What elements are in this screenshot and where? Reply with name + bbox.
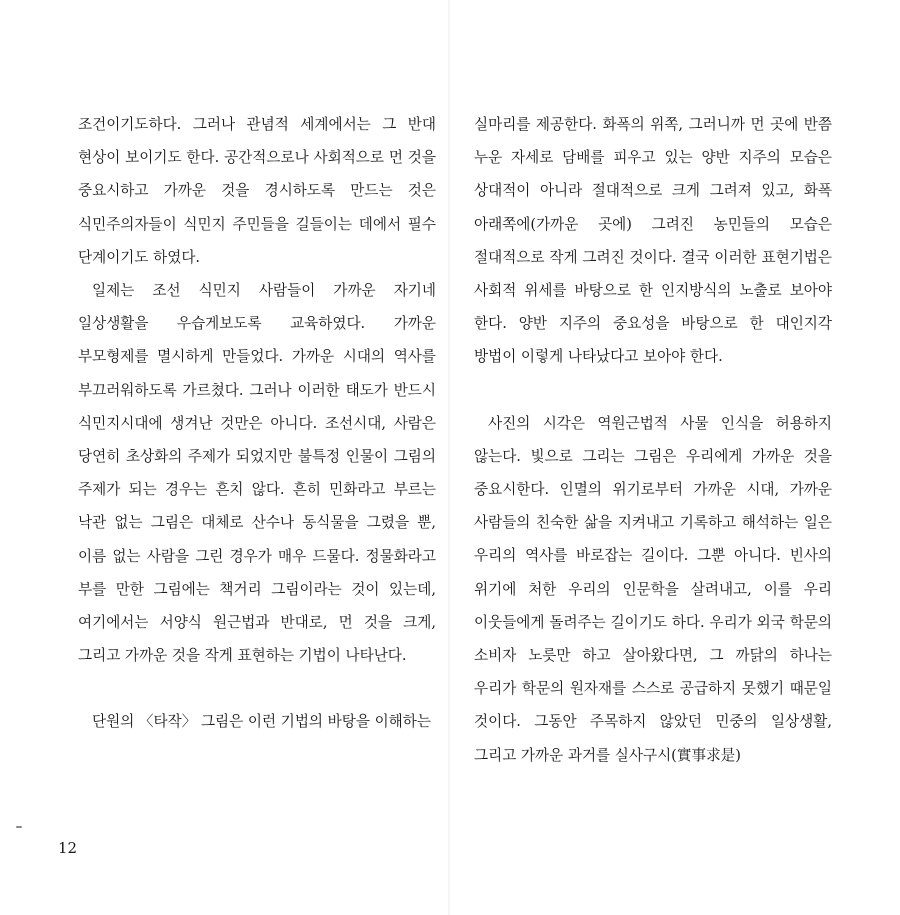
left-paragraph-3: 단원의 〈타작〉 그림은 이런 기법의 바탕을 이해하는 [92,713,431,731]
right-paragraph-1: 실마리를 제공한다. 화폭의 위쪽, 그러니까 먼 곳에 반쯤 누운 자세로 담배를 피우고 있는 양반 지주의 모습은 상대적이 아니라 절대적으로 크게 그려져 있고, 화폭 아래쪽에(가까운 곳에) 그려진 농민들의 모습은 절대적으로 작게 그려진 것이다. 결국 이러한 표현기법은 사회적 위세를 바탕으로 한 인지방식의 노출로 보아야 한다. 양반 지주의 중요성을 바탕으로 한 대인지각 방법이 이렇게 나타났다고 보아야 한다. [474,116,832,366]
right-paragraph-2: 사진의 시각은 역원근법적 사물 인식을 허용하지 않는다. 빛으로 그리는 그림은 우리에게 가까운 것을 중요시한다. 인멸의 위기로부터 가까운 시대, 가까운 사람들의 친숙한 삶을 지켜내고 기록하고 해석하는 일은 우리의 역사를 바로잡는 길이다. 그뿐 아니다. 빈사의 위기에 처한 우리의 인문학을 살려내고, 이를 우리 이웃들에게 돌려주는 길이기도 하다. 우리가 외국 학문의 소비자 노릇만 하고 살아왔다면, 그 까닭의 하나는 우리가 학문의 원자재를 스스로 공급하지 못했기 때문일 것이다. 그동안 주목하지 않았던 민중의 일상생활, 그리고 가까운 과거를 실사구시(實事求是) [474,414,832,764]
left-paragraph-1: 조건이기도하다. 그러나 관념적 세계에서는 그 반대 현상이 보이기도 한다. 공간적으로나 사회적으로 먼 것을 중요시하고 가까운 것을 경시하도록 만드는 것은 식민주의자들이 식민지 주민들을 길들이는 데에서 필수 단계이기도 하였다. [78,116,436,266]
scan-speck [16,826,22,828]
book-gutter [448,0,450,915]
left-text-column [78,108,436,739]
page-number: 12 [58,839,78,857]
left-paragraph-2: 일제는 조선 식민지 사람들이 가까운 자기네 일상생활을 우습게보도록 교육하였다. 가까운 부모형제를 멸시하게 만들었다. 가까운 시대의 역사를 부끄러워하도록 가르쳤다. 그러나 이러한 태도가 반드시 식민지시대에 생겨난 것만은 아니다. 조선시대, 사람은 당연히 초상화의 주제가 되었지만 불특정 인물이 그림의 주제가 되는 경우는 흔치 않다. 흔히 민화라고 부르는 낙관 없는 그림은 대체로 산수나 동식물을 그렸을 뿐, 이름 없는 사람을 그린 경우가 매우 드물다. 정물화라고 부를 만한 그림에는 책거리 그림이라는 것이 있는데, 여기에서는 서양식 원근법과 반대로, 먼 것을 크게, 그리고 가까운 것을 작게 표현하는 기법이 나타난다. [78,282,436,665]
right-text-column [474,108,832,772]
